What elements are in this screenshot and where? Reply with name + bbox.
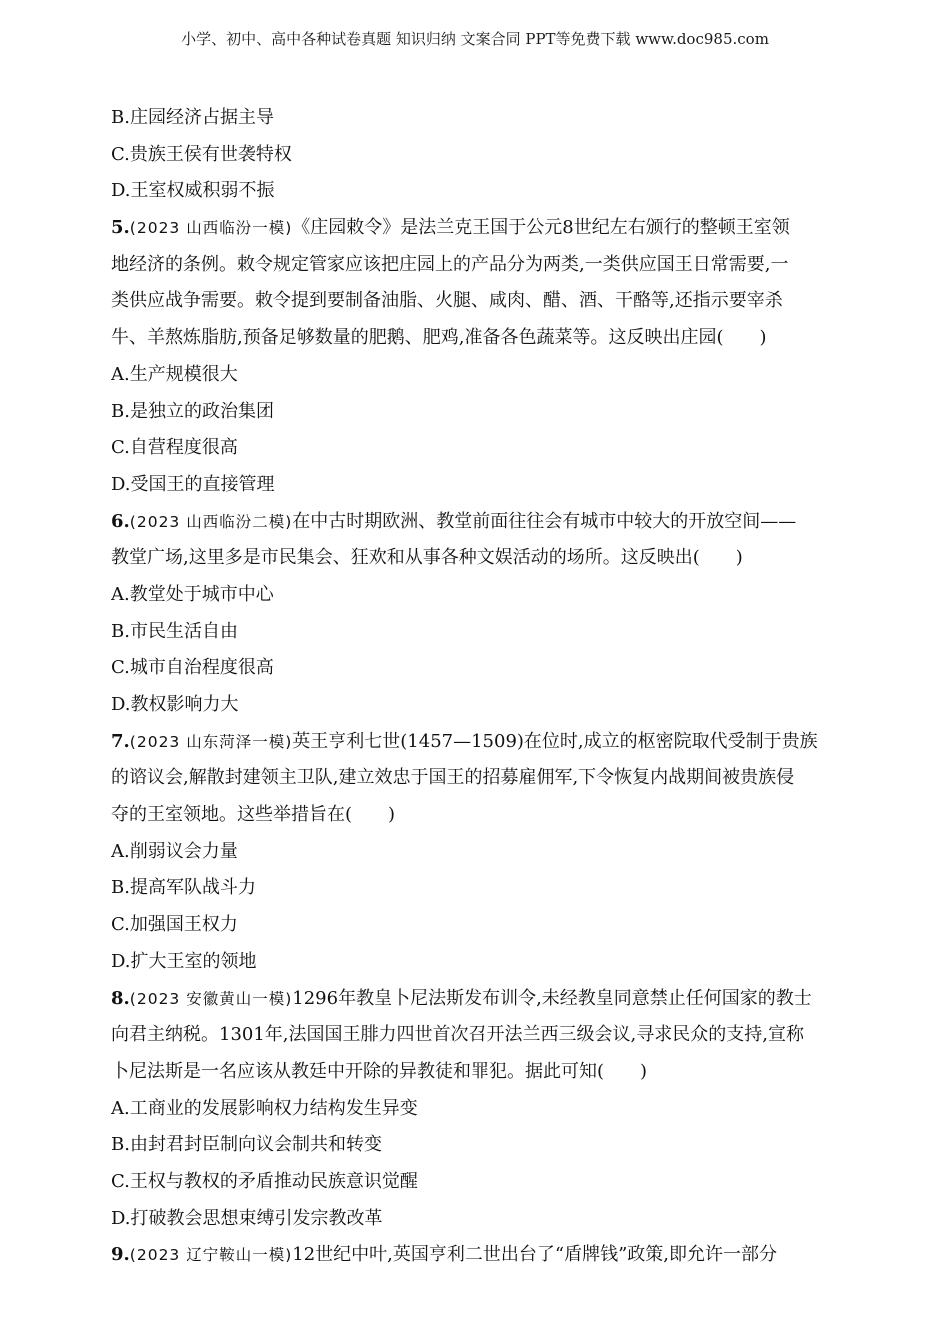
question-text: 12世纪中叶,英国亨利二世出台了“盾牌钱”政策,即允许一部分 [292,1244,778,1266]
option-c: C.王权与教权的矛盾推动民族意识觉醒 [111,1170,418,1192]
option-a: A.教堂处于城市中心 [111,583,274,605]
exam-content [111,100,841,1274]
option-c: C.城市自治程度很高 [111,657,274,679]
question-stem-line: 类供应战争需要。敕令提到要制备油脂、火腿、咸肉、醋、酒、干酪等,还指示要宰杀 [111,290,783,312]
question-number: 7. [111,730,130,752]
question-stem-line [111,504,841,541]
question-source: (2023 安徽黄山一模) [129,989,293,1008]
question-number: 8. [111,987,130,1009]
question-source: (2023 山西临汾二模) [129,512,293,531]
question-stem-line: 牛、羊熬炼脂肪,预备足够数量的肥鹅、肥鸡,准备各色蔬菜等。这反映出庄园( ) [111,327,767,349]
option-c-prev: C.贵族王侯有世袭特权 [111,143,292,165]
question-number: 6. [111,510,130,532]
option-c: C.自营程度很高 [111,437,238,459]
page-header: 小学、初中、高中各种试卷真题 知识归纳 文案合同 PPT等免费下载 www.doc985.com [181,30,769,48]
option-d: D.打破教会思想束缚引发宗教改革 [111,1207,383,1229]
option-b: B.提高军队战斗力 [111,877,256,899]
question-stem-line: 向君主纳税。1301年,法国国王腓力四世首次召开法兰西三级会议,寻求民众的支持,宣称 [111,1024,804,1046]
question-stem-line: 教堂广场,这里多是市民集会、狂欢和从事各种文娱活动的场所。这反映出( ) [111,547,743,569]
option-d: D.教权影响力大 [111,694,239,715]
option-b: B.市民生活自由 [111,620,238,642]
question-stem-line [111,981,841,1018]
option-a: A.工商业的发展影响权力结构发生异变 [111,1097,418,1119]
question-stem-line: 夺的王室领地。这些举措旨在( ) [111,804,396,826]
question-8 [111,981,841,1238]
question-source: (2023 山西临汾一模) [129,219,293,238]
question-stem-line [111,1237,841,1274]
option-b: B.由封君封臣制向议会制共和转变 [111,1134,382,1156]
question-text: 《庄园敕令》是法兰克王国于公元8世纪左右颁行的整顿王室领 [292,217,790,239]
question-number: 9. [111,1244,130,1266]
option-d: D.受国王的直接管理 [111,473,275,495]
option-d: D.扩大王室的领地 [111,950,257,972]
question-stem-line: 地经济的条例。敕令规定管家应该把庄园上的产品分为两类,一类供应国王日常需要,一 [111,253,789,275]
option-b: B.是独立的政治集团 [111,400,274,422]
question-9 [111,1237,841,1274]
option-d-prev: D.王室权威积弱不振 [111,180,275,202]
question-stem-line: 的谘议会,解散封建领主卫队,建立效忠于国王的招募雇佣军,下令恢复内战期间被贵族侵 [111,767,795,789]
question-text: 英王亨利七世(1457—1509)在位时,成立的枢密院取代受制于贵族 [292,730,818,752]
question-stem-line [111,724,841,761]
question-6 [111,504,841,724]
question-stem-line [111,210,841,247]
option-c: C.加强国王权力 [111,914,238,936]
option-a: A.生产规模很大 [111,363,238,385]
question-5 [111,210,841,504]
question-number: 5. [111,217,130,239]
question-source: (2023 辽宁鞍山一模) [129,1246,293,1265]
question-text: 在中古时期欧洲、教堂前面往往会有城市中较大的开放空间—— [292,510,797,532]
question-stem-line: 卜尼法斯是一名应该从教廷中开除的异教徒和罪犯。据此可知( ) [111,1060,648,1082]
option-b-prev: B.庄园经济占据主导 [111,107,274,128]
question-text: 1296年教皇卜尼法斯发布训令,未经教皇同意禁止任何国家的教士 [292,987,812,1009]
question-7 [111,724,841,981]
question-source: (2023 山东菏泽一模) [129,732,293,751]
option-a: A.削弱议会力量 [111,840,238,862]
